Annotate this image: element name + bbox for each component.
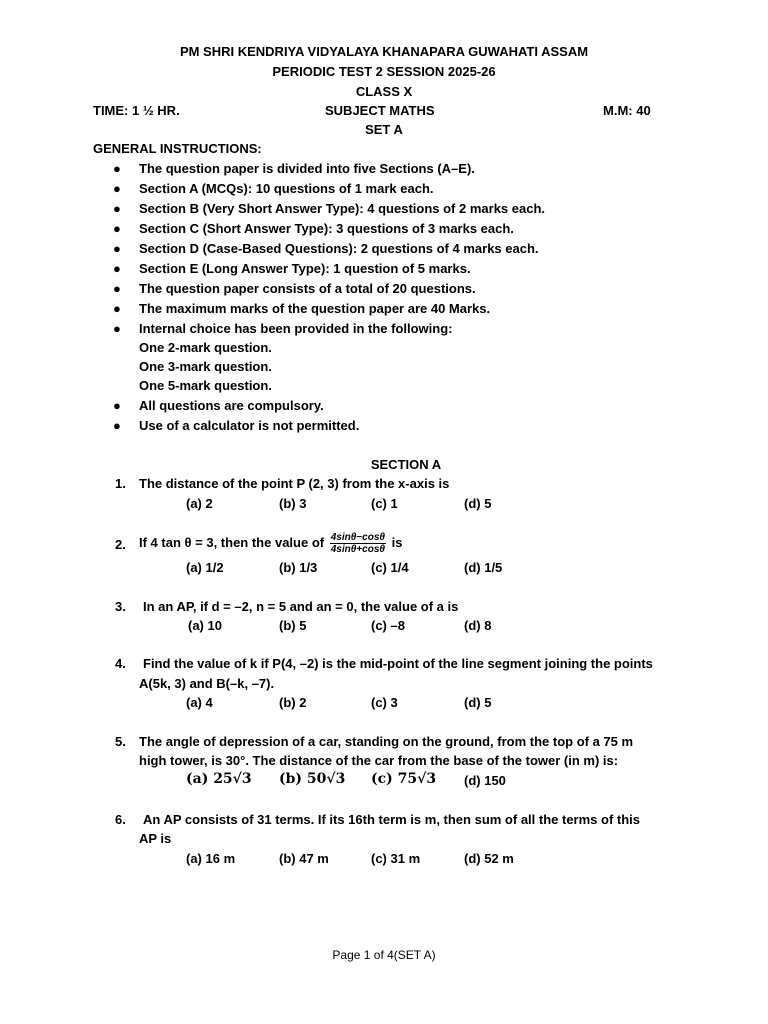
option-c: (c) 1	[371, 496, 398, 511]
class-label: CLASS X	[355, 84, 413, 99]
choice-item: One 2-mark question.	[139, 340, 272, 355]
option-d: (d) 1/5	[464, 560, 503, 575]
question-text-continued: A(5k, 3) and B(–k, –7).	[139, 676, 275, 691]
question-text-continued: AP is	[139, 831, 172, 846]
question-text: Find the value of k if P(4, –2) is the mid-point of the line segment joining the points	[143, 656, 653, 671]
instruction-item: The maximum marks of the question paper are 40 Marks.	[139, 301, 491, 316]
subject-label: SUBJECT MATHS	[325, 103, 435, 118]
instruction-item: Section B (Very Short Answer Type): 4 questions of 2 marks each.	[139, 201, 546, 216]
option-d: (d) 5	[464, 695, 492, 710]
option-c: (c) 1/4	[371, 560, 409, 575]
question-text-pre: If 4 tan θ = 3, then the value of	[139, 535, 325, 550]
bullet-icon: ●	[113, 398, 121, 413]
option-b: (b) 2	[279, 695, 307, 710]
bullet-icon: ●	[113, 161, 121, 176]
option-a: (a) 25√3	[186, 771, 252, 787]
instruction-item: All questions are compulsory.	[139, 398, 324, 413]
instruction-item: Section E (Long Answer Type): 1 question of 5 marks.	[139, 261, 471, 276]
instruction-item: Section C (Short Answer Type): 3 questions of 3 marks each.	[139, 221, 514, 236]
option-c: (c) –8	[371, 618, 405, 633]
test-title: PERIODIC TEST 2 SESSION 2025-26	[272, 64, 496, 79]
fraction-denominator: 4sinθ+cosθ	[330, 544, 385, 556]
bullet-icon: ●	[113, 418, 121, 433]
question-number: 2.	[115, 537, 126, 552]
bullet-icon: ●	[113, 301, 121, 316]
option-b: (b) 5	[279, 618, 307, 633]
instruction-item: Internal choice has been provided in the following:	[139, 321, 453, 336]
question-number: 5.	[115, 734, 126, 749]
question-number: 3.	[115, 599, 126, 614]
school-name: PM SHRI KENDRIYA VIDYALAYA KHANAPARA GUWAHATI ASSAM	[179, 44, 589, 59]
option-d: (d) 52 m	[464, 851, 514, 866]
choice-item: One 5-mark question.	[139, 378, 272, 393]
option-b: (b) 1/3	[279, 560, 318, 575]
option-d: (d) 5	[464, 496, 492, 511]
option-b: (b) 50√3	[279, 771, 346, 787]
bullet-icon: ●	[113, 201, 121, 216]
bullet-icon: ●	[113, 181, 121, 196]
instruction-item: Use of a calculator is not permitted.	[139, 418, 360, 433]
option-c: (c) 3	[371, 695, 398, 710]
bullet-icon: ●	[113, 261, 121, 276]
question-text: In an AP, if d = –2, n = 5 and an = 0, the value of a is	[143, 599, 459, 614]
fraction	[330, 532, 386, 555]
option-b: (b) 3	[279, 496, 307, 511]
option-a: (a) 10	[188, 618, 222, 633]
question-text	[139, 530, 402, 556]
option-a: (a) 16 m	[186, 851, 236, 866]
question-text: The angle of depression of a car, standing on the ground, from the top of a 75 m	[139, 734, 634, 749]
option-c: (c) 75√3	[371, 771, 437, 787]
option-b: (b) 47 m	[279, 851, 329, 866]
option-a: (a) 1/2	[186, 560, 224, 575]
max-marks-label: M.M: 40	[603, 103, 651, 118]
section-title: SECTION A	[370, 457, 442, 472]
option-c: (c) 31 m	[371, 851, 421, 866]
question-number: 4.	[115, 656, 126, 671]
bullet-icon: ●	[113, 321, 121, 336]
bullet-icon: ●	[113, 241, 121, 256]
option-a: (a) 4	[186, 695, 213, 710]
time-label: TIME: 1 ½ HR.	[93, 103, 180, 118]
question-number: 1.	[115, 476, 126, 491]
option-d: (d) 150	[464, 773, 506, 788]
option-a: (a) 2	[186, 496, 213, 511]
question-text: The distance of the point P (2, 3) from the x-axis is	[139, 476, 450, 491]
question-text-continued: high tower, is 30°. The distance of the car from the base of the tower (in m) is:	[139, 753, 619, 768]
instruction-item: The question paper consists of a total of 20 questions.	[139, 281, 476, 296]
question-number: 6.	[115, 812, 126, 827]
instruction-item: Section A (MCQs): 10 questions of 1 mark each.	[139, 181, 434, 196]
set-label: SET A	[365, 122, 403, 137]
page-footer: Page 1 of 4(SET A)	[332, 948, 436, 962]
instruction-item: Section D (Case-Based Questions): 2 questions of 4 marks each.	[139, 241, 539, 256]
fraction-numerator: 4sinθ−cosθ	[330, 532, 385, 544]
instruction-item: The question paper is divided into five Sections (A–E).	[139, 161, 475, 176]
instructions-title: GENERAL INSTRUCTIONS:	[93, 141, 262, 156]
bullet-icon: ●	[113, 281, 121, 296]
bullet-icon: ●	[113, 221, 121, 236]
choice-item: One 3-mark question.	[139, 359, 272, 374]
question-text: An AP consists of 31 terms. If its 16th term is m, then sum of all the terms of this	[143, 812, 641, 827]
question-text-post: is	[391, 535, 403, 550]
option-d: (d) 8	[464, 618, 492, 633]
